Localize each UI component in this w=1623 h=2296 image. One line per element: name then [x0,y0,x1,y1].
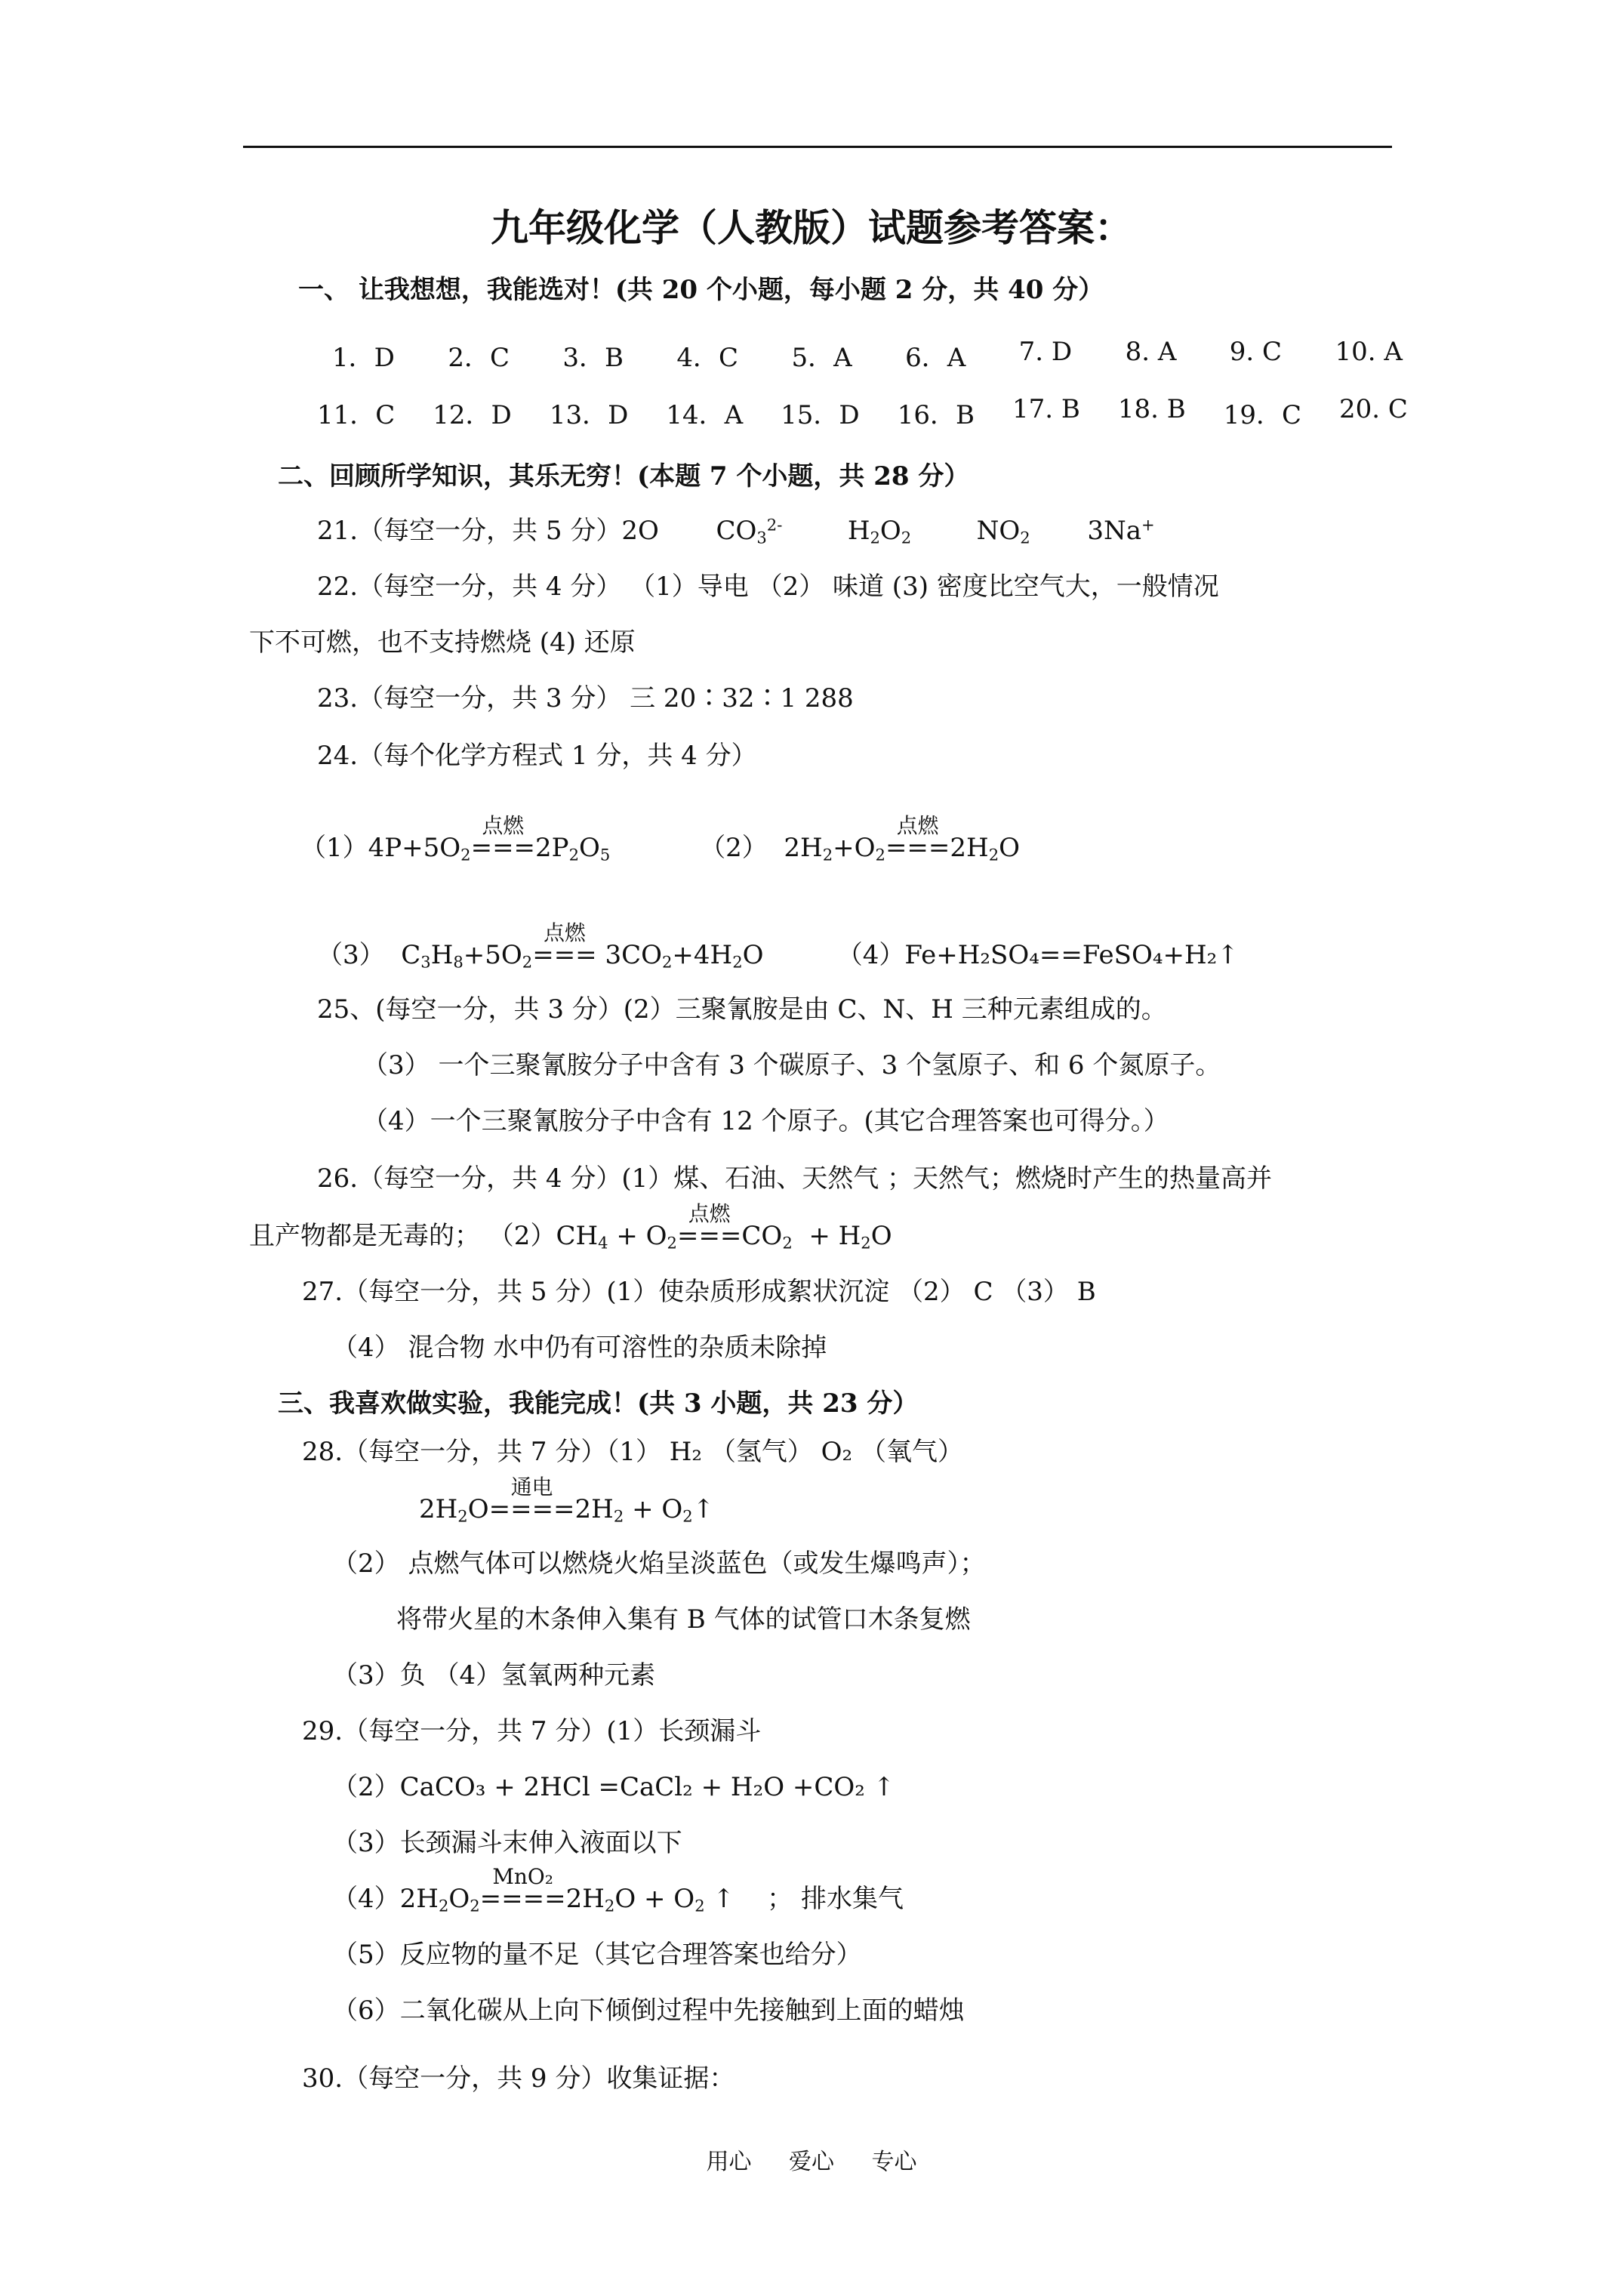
answer: 18. B [1117,394,1186,424]
page-footer: 用心 爱心 专心 [706,2149,917,2175]
q23-answer: 23.（每空一分，共 3 分） 三 20∶32∶1 288 [317,683,854,713]
top-rule [243,146,1392,148]
q25-line3: （4）一个三聚氰胺分子中含有 12 个原子。(其它合理答案也可得分。） [362,1106,1169,1136]
reaction-arrow: 通电 ==== [488,1474,575,1524]
answer: 6．A [905,343,966,373]
answer: 19．C [1223,400,1301,430]
answer: 20. C [1338,394,1408,424]
answer: 2．C [448,343,510,373]
q29-line5: （5）反应物的量不足（其它合理答案也给分） [332,1940,862,1970]
answer: 14．A [666,400,744,430]
answer: 12．D [433,400,512,430]
reaction-arrow: MnO₂ ==== [479,1863,566,1914]
section2-heading: 二、回顾所学知识，其乐无穷！(本题 7 个小题，共 28 分） [278,461,970,492]
q28-line1: 28.（每空一分，共 7 分）（1） H₂ （氢气） O₂ （氧气） [302,1437,963,1467]
q24-label: 24.（每个化学方程式 1 分，共 4 分） [317,741,757,771]
answer: 15．D [781,400,860,430]
section3-heading: 三、我喜欢做实验，我能完成！(共 3 小题，共 23 分） [278,1388,919,1419]
q28-line4: 将带火星的木条伸入集有 B 气体的试管口木条复燃 [396,1604,971,1635]
q30-label: 30.（每空一分，共 9 分）收集证据： [302,2063,735,2094]
section1-heading: 一、 让我想想，我能选对！(共 20 个小题，每小题 2 分，共 40 分） [298,275,1104,305]
q29-line4: $(4)2H_2O_2$ MnO₂ $====2H_2O + O_2$ ↑ ； 排水集气 [332,1863,904,1915]
answer: 3．B [562,343,624,373]
q24-equation-1-2: $(1)4P+5O_2$ 点燃 $===2P_2O_5$ （2） $2H_2+O_2$ 点燃 $===2H_2O$ [300,812,1020,864]
q29-line2: （2）CaCO₃ + 2HCl =CaCl₂ + H₂O +CO₂ ↑ [332,1772,895,1802]
answer: 5．A [791,343,852,373]
q25-line2: （3） 一个三聚氰胺分子中含有 3 个碳原子、3 个氢原子、和 6 个氮原子。 [362,1050,1221,1080]
q29-line3: （3）长颈漏斗末伸入液面以下 [332,1828,682,1858]
q29-line1: 29.（每空一分，共 7 分）(1）长颈漏斗 [302,1716,762,1746]
q22-line2: 下不可燃，也不支持燃烧 (4) 还原 [249,627,636,658]
reaction-arrow: 点燃 === [470,812,536,863]
q26-line2: 且产物都是无毒的； $(2)CH_4 + O_2$ 点燃 $===CO_2 + H_2O$ [249,1200,892,1253]
answer: 8. A [1125,337,1177,367]
q25-line1: 25、(每空一分，共 3 分）(2）三聚氰胺是由 C、N、H 三种元素组成的。 [317,994,1167,1025]
answer-row-1 [332,337,1403,374]
answer: 13．D [549,400,629,430]
answer: 11．C [317,400,396,430]
q27-line2: （4） 混合物 水中仍有可溶性的杂质未除掉 [332,1333,827,1363]
reaction-arrow: 点燃 === [676,1200,742,1251]
answer: 4．C [676,343,739,373]
q22-line1: 22.（每空一分，共 4 分） （1）导电 （2） 味道 (3) 密度比空气大，一般情况 [317,572,1219,602]
q27-line1: 27.（每空一分，共 5 分）(1）使杂质形成絮状沉淀 （2） C （3） B [302,1277,1096,1307]
q21-answer: 21.（每空一分，共 5 分）2O $CO_3^{2-}$ $H_2O_2$ $NO_2$ 3Na+ [317,515,1155,547]
answer-row-2 [317,394,1408,431]
page-title: 九年级化学（人教版）试题参考答案： [491,205,1132,250]
q26-line1: 26.（每空一分，共 4 分）(1）煤、石油、天然气 ；天然气；燃烧时产生的热量高并 [317,1163,1273,1194]
q28-line5: （3）负 （4）氢氧两种元素 [332,1660,656,1690]
q28-equation: $2H_2O$ 通电 $====2H_2$ + $O_2↑$ [419,1474,715,1526]
reaction-arrow: 点燃 === [532,920,597,970]
q28-line3: （2） 点燃气体可以燃烧火焰呈淡蓝色（或发生爆鸣声）； [332,1549,986,1579]
q29-line6: （6）二氧化碳从上向下倾倒过程中先接触到上面的蜡烛 [332,1996,965,2026]
reaction-arrow: 点燃 === [885,812,950,863]
answer: 7. D [1018,337,1073,367]
q24-equation-3-4: （3） $C_3H_8+5O_2$ 点燃 === $3CO_2+4H_2O$ （4）Fe+H₂SO₄==FeSO₄+H₂↑ [317,920,1239,972]
answer: 9. C [1229,337,1283,367]
answer: 1．D [332,343,395,373]
answer: 17. B [1012,394,1080,424]
answer: 16．B [897,400,975,430]
answer: 10. A [1335,337,1403,367]
